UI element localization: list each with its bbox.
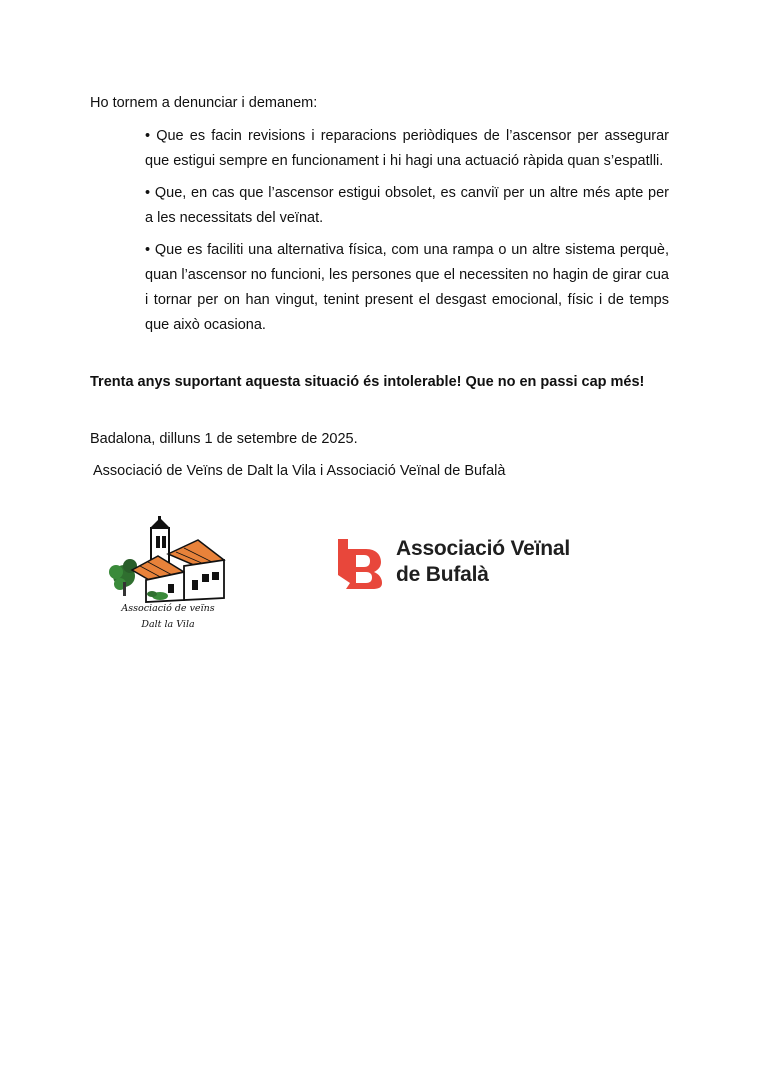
demands-list: [145, 124, 669, 345]
bufala-b-mark-icon: [338, 539, 382, 589]
date-line: Badalona, dilluns 1 de setembre de 2025.: [90, 431, 358, 447]
bufala-logo-line1: Associació Veïnal: [396, 537, 571, 560]
dalt-la-vila-logo: [106, 514, 230, 638]
closing-statement: Trenta anys suportant aquesta situació és intolerable! Que no en passi cap més!: [90, 374, 645, 390]
demand-item: • Que, en cas que l’ascensor estigui obsolet, es canviï per un altre més apte per a les necessitats del veïnat.: [145, 185, 669, 226]
intro-text: Ho tornem a denunciar i demanem:: [90, 95, 318, 111]
bufala-logo: [338, 536, 598, 596]
signers-line: Associació de Veïns de Dalt la Vila i Associació Veïnal de Bufalà: [93, 463, 506, 479]
demand-item: • Que es facin revisions i reparacions periòdiques de l’ascensor per assegurar que estigui sempre en funcionament i hi hagi una actuació ràpida quan s’espatlli.: [145, 128, 669, 169]
dalt-la-vila-house-icon: [106, 514, 230, 604]
dalt-logo-line2: Dalt la Vila: [141, 619, 195, 630]
bufala-logo-line2: de Bufalà: [396, 563, 489, 586]
demand-item: • Que es faciliti una alternativa física, com una rampa o un altre sistema perquè, quan l’ascensor no funcioni, les persones que el necessiten no hagin de girar cua i tornar per on han vingut, tenint present el desgast emocional, físic i de temps que això ocasiona.: [145, 242, 669, 333]
dalt-logo-line1: Associació de veïns: [121, 603, 215, 614]
